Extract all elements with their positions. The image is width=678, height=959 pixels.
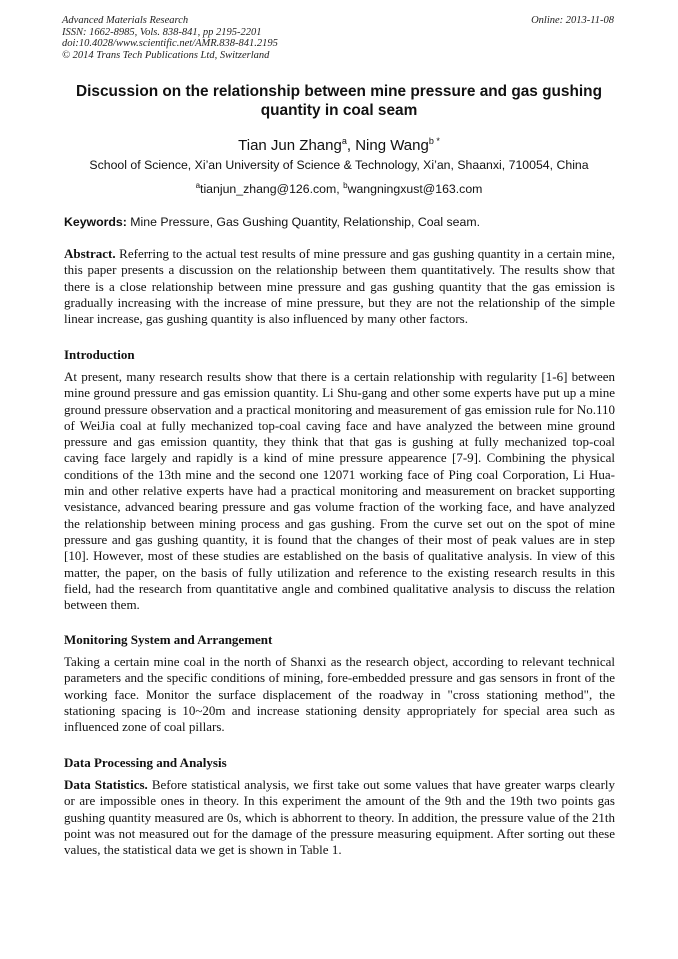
journal-name: Advanced Materials Research xyxy=(62,15,189,26)
email-2-mark: b xyxy=(343,181,348,190)
data-processing-heading: Data Processing and Analysis xyxy=(64,755,227,770)
affiliation: School of Science, Xi’an University of Science & Technology, Xi’an, Shaanxi, 710054, China xyxy=(89,158,589,172)
author-2-mark: b * xyxy=(428,136,440,146)
author-1-name: Tian Jun Zhang xyxy=(238,137,342,154)
paper-title: Discussion on the relationship between mine pressure and gas gushing quantity in coal seam xyxy=(76,83,602,119)
introduction-text: At present, many research results show that there is a certain relationship with regularity [1-6] between mine ground pressure and gas emission quantity. Li Shu-gang and other some experts have put up a mine ground pressure observation and a practical monitoring and measurement of gas emission rule for No.110 of WeiJia coal at fully mechanized top-coal caving face and have analyzed the between mine ground pressure and gas emission quantity, they think that that gas is gushing at fully mechanized top-coal caving face largely and rapidly is a kind of mine pressure appearence [7-9]. Combining the physical conditions of the 13th mine and the second one 12071 working face of Ping coal Corporation, Li Hua-min and other relative experts have had a practical monitoring and measurement on bracket supporting vesistance, advanced bearing pressure and gas volume fraction of the working face, and have analyzed the relationship between mining process and gas gushing. From the curve set out on the spot of mine pressure and gas gushing quantity, it is found that the changes of their most of peak values are in step [10]. However, most of these studies are established on the basis of qualitative analysis. In view of this matter, the paper, on the basis of fully utilization and reference to the existing research results in this field, had the research from quantitative angle and combined qualitative analysis to discuss the relation between them. xyxy=(64,369,615,613)
author-2-name: Ning Wang xyxy=(355,137,429,154)
author-1-mark: a xyxy=(341,136,347,146)
email-separator: , xyxy=(336,182,344,196)
journal-header xyxy=(62,15,278,61)
keywords-label: Keywords: xyxy=(64,215,127,229)
introduction-heading: Introduction xyxy=(64,347,135,362)
email-1-mark: a xyxy=(195,181,201,190)
keywords-text: Mine Pressure, Gas Gushing Quantity, Relationship, Coal seam. xyxy=(130,215,481,229)
abstract-text: Referring to the actual test results of mine pressure and gas gushing quantity in a certain mine, this paper presents a discussion on the relationship between them quantitatively. The results show that there is a close relationship between mine pressure and gas gushing quantity that the gas emission is gradually increasing with the increase of mine pressure, but they are not the relationship of the simple linear increase, gas gushing quantity is also influenced by many other factors. xyxy=(64,246,615,327)
monitoring-text: Taking a certain mine coal in the north of Shanxi as the research object, according to relevant technical parameters and the specific conditions of mining, fore-embedded pressure and gas sensors in front of the working face. Monitor the surface displacement of the roadway in "cross stationing method", the stationing spacing is 10~20m and increase stationing density appropriately for special area such as influenced zone of coal pillars. xyxy=(64,654,615,735)
journal-copyright: © 2014 Trans Tech Publications Ltd, Switzerland xyxy=(62,49,270,61)
data-statistics-text: Before statistical analysis, we first take out some values that have greater warps clearly or are impossible ones in theory. In this experiment the amount of the 9th and the 19th two points gas gushing quantity measured are 0s, which is abhorrent to theory. In addition, the pressure value of the 21th point was not measured out for the damage of the pressure measuring equipment. After sorting out these values, the statistical data we get is shown in Table 1. xyxy=(64,777,616,858)
abstract-label: Abstract. xyxy=(64,246,116,261)
abstract xyxy=(64,246,615,327)
author-separator: , xyxy=(346,137,356,154)
journal-issn: ISSN: 1662-8985, Vols. 838-841, pp 2195-2201 xyxy=(62,26,262,38)
data-statistics-paragraph xyxy=(64,777,615,858)
data-statistics-subheading: Data Statistics. xyxy=(64,777,148,792)
journal-doi: doi:10.4028/www.scientific.net/AMR.838-841.2195 xyxy=(62,38,278,50)
monitoring-heading: Monitoring System and Arrangement xyxy=(64,632,273,647)
keywords xyxy=(64,214,624,230)
emails-line xyxy=(50,178,628,197)
email-1[interactable]: tianjun_zhang@126.com xyxy=(200,182,337,196)
online-date: Online: 2013-11-08 xyxy=(531,15,614,26)
authors-line xyxy=(50,131,628,156)
email-2[interactable]: wangningxust@163.com xyxy=(347,182,483,196)
